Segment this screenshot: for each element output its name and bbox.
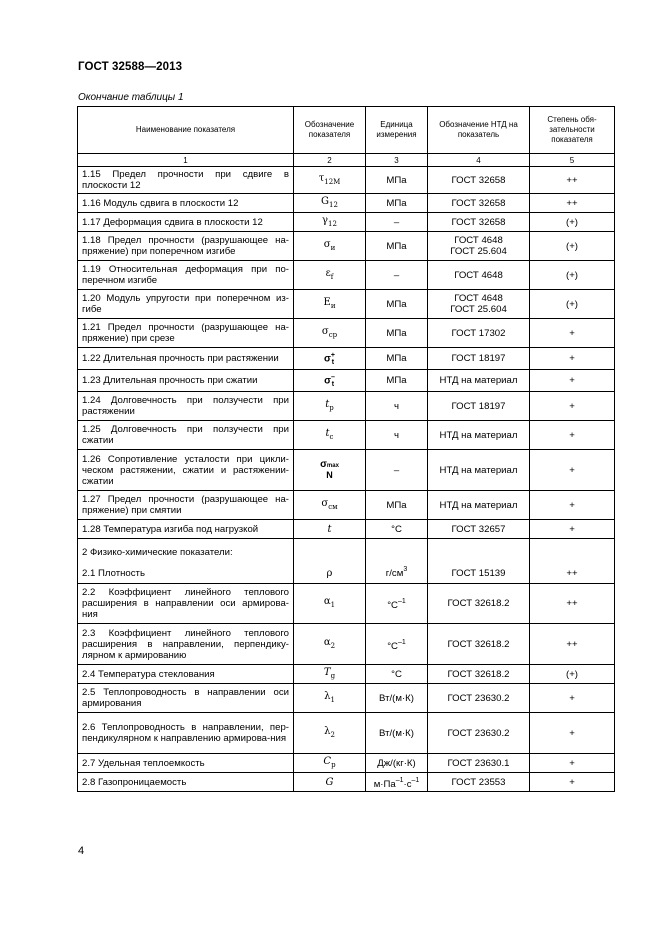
- indicator-ntd: НТД на материал: [428, 421, 530, 450]
- indicator-degree: +: [530, 392, 615, 421]
- table-row: [78, 754, 615, 773]
- indicator-degree: +: [530, 348, 615, 370]
- table-header-row: [78, 107, 615, 154]
- indicator-name: 1.28 Температура изгиба под нагрузкой: [78, 520, 294, 539]
- indicator-degree: +: [530, 520, 615, 539]
- indicator-unit: $^\circ С^{-1}$: [366, 584, 428, 624]
- indicator-symbol: σ – t: [294, 370, 366, 392]
- indicator-name: 1.19 Относительная деформация при по-перечном изгибе: [78, 261, 294, 290]
- table-row: [78, 539, 615, 584]
- indicator-ntd: НТД на материал: [428, 450, 530, 491]
- indicator-unit: МПа: [366, 232, 428, 261]
- indicator-symbol: $\sigma_и$: [294, 232, 366, 261]
- indicator-name: 1.24 Долговечность при ползучести при растяжении: [78, 392, 294, 421]
- indicator-symbol: $\sigma_{ср}$: [294, 319, 366, 348]
- indicator-name: 2.2 Коэффициент линейного теплового расширения в направлении оси армирова-ния: [78, 584, 294, 624]
- indicator-degree: ++: [530, 624, 615, 665]
- indicator-degree: +: [530, 491, 615, 520]
- indicator-symbol: $\gamma_{12}$: [294, 213, 366, 232]
- indicator-name: 1.27 Предел прочности (разрушающее на-пряжение) при смятии: [78, 491, 294, 520]
- indicator-symbol: $t_с$: [294, 421, 366, 450]
- indicator-name: 1.17 Деформация сдвига в плоскости 12: [78, 213, 294, 232]
- indicator-ntd: ГОСТ 32658: [428, 194, 530, 213]
- indicator-symbol: $T_g$: [294, 665, 366, 684]
- indicator-unit: МПа: [366, 370, 428, 392]
- indicator-ntd: НТД на материал: [428, 370, 530, 392]
- indicator-degree: (+): [530, 232, 615, 261]
- indicator-unit: ч: [366, 421, 428, 450]
- indicator-unit: Вт/(м·К): [366, 713, 428, 754]
- table-row: [78, 232, 615, 261]
- indicator-unit: МПа: [366, 290, 428, 319]
- indicator-unit: ч: [366, 392, 428, 421]
- indicator-name: 1.20 Модуль упругости при поперечном из-гибе: [78, 290, 294, 319]
- table-row: [78, 392, 615, 421]
- indicator-unit: $г/см^3$: [366, 539, 428, 584]
- table-row: [78, 194, 615, 213]
- indicator-symbol: σ + t: [294, 348, 366, 370]
- indicator-degree: ++: [530, 167, 615, 194]
- indicator-ntd: ГОСТ 4648: [428, 261, 530, 290]
- indicator-symbol: ρ: [294, 539, 366, 584]
- indicator-symbol: $t_р$: [294, 392, 366, 421]
- indicator-name: 1.26 Сопротивление усталости при цикли-ческом растяжении, сжатии и растяжении-сжатии: [78, 450, 294, 491]
- col-number: 5: [530, 154, 615, 167]
- table-row: [78, 624, 615, 665]
- indicator-unit: МПа: [366, 319, 428, 348]
- indicator-degree: (+): [530, 665, 615, 684]
- table-row: [78, 348, 615, 370]
- indicator-unit: МПа: [366, 194, 428, 213]
- col-header-name: Наименование показателя: [78, 107, 294, 154]
- indicator-name: 1.23 Длительная прочность при сжатии: [78, 370, 294, 392]
- indicator-symbol: $\varepsilon_f$: [294, 261, 366, 290]
- indicator-ntd: ГОСТ 32618.2: [428, 665, 530, 684]
- col-number: 2: [294, 154, 366, 167]
- indicator-ntd: ГОСТ 32618.2: [428, 584, 530, 624]
- col-header-ntd: Обозначение НТД на показатель: [428, 107, 530, 154]
- indicator-symbol: $\tau_{12M}$: [294, 167, 366, 194]
- indicator-ntd: ГОСТ 15139: [428, 539, 530, 584]
- indicator-name: 2 Физико-химические показатели: 2.1 Плотность: [78, 539, 294, 584]
- indicator-unit: –: [366, 213, 428, 232]
- indicator-name: 2.3 Коэффициент линейного теплового расширения в направлении, перпендику-лярном к армированию: [78, 624, 294, 665]
- table-row: [78, 370, 615, 392]
- col-number: 3: [366, 154, 428, 167]
- indicator-degree: +: [530, 754, 615, 773]
- table-row: [78, 491, 615, 520]
- indicator-name: 2.5 Теплопроводность в направлении оси армирования: [78, 684, 294, 713]
- table-caption: Окончание таблицы 1: [78, 92, 184, 103]
- indicator-name: 1.22 Длительная прочность при растяжении: [78, 348, 294, 370]
- indicator-ntd: ГОСТ 23630.1: [428, 754, 530, 773]
- col-header-symbol: Обозначение показателя: [294, 107, 366, 154]
- indicator-degree: ++: [530, 584, 615, 624]
- indicator-unit: Дж/(кг·К): [366, 754, 428, 773]
- indicator-unit: $^\circ С^{-1}$: [366, 624, 428, 665]
- indicator-degree: ++: [530, 539, 615, 584]
- indicator-name: 2.6 Теплопроводность в направлении, пер-пендикулярном к направлению армирова-ния: [78, 713, 294, 754]
- document-header: ГОСТ 32588—2013: [78, 61, 183, 73]
- indicator-degree: +: [530, 450, 615, 491]
- indicator-unit: –: [366, 261, 428, 290]
- col-number: 4: [428, 154, 530, 167]
- indicator-symbol: $C_p$: [294, 754, 366, 773]
- table-row: [78, 261, 615, 290]
- column-number-row: [78, 154, 615, 167]
- indicator-ntd: ГОСТ 32657: [428, 520, 530, 539]
- table-row: [78, 520, 615, 539]
- indicator-name: 1.16 Модуль сдвига в плоскости 12: [78, 194, 294, 213]
- indicator-unit: МПа: [366, 491, 428, 520]
- indicator-degree: +: [530, 773, 615, 792]
- indicator-symbol: $E_и$: [294, 290, 366, 319]
- indicator-degree: +: [530, 684, 615, 713]
- indicator-symbol: t: [294, 520, 366, 539]
- indicator-ntd: НТД на материал: [428, 491, 530, 520]
- table-row: [78, 213, 615, 232]
- col-header-degree: Степень обя-зательности показателя: [530, 107, 615, 154]
- table-row: [78, 665, 615, 684]
- indicator-symbol: $G_{12}$: [294, 194, 366, 213]
- indicator-symbol: $\alpha_2$: [294, 624, 366, 665]
- indicator-ntd: ГОСТ 18197: [428, 392, 530, 421]
- indicator-degree: +: [530, 370, 615, 392]
- indicator-degree: (+): [530, 290, 615, 319]
- indicator-unit: МПа: [366, 348, 428, 370]
- indicator-symbol: $\sigma_{см}$: [294, 491, 366, 520]
- indicators-table: [77, 106, 615, 792]
- indicator-ntd: ГОСТ 18197: [428, 348, 530, 370]
- col-number: 1: [78, 154, 294, 167]
- indicator-name: 1.25 Долговечность при ползучести при сжатии: [78, 421, 294, 450]
- table-row: [78, 319, 615, 348]
- indicator-degree: +: [530, 319, 615, 348]
- page-number: 4: [78, 845, 85, 857]
- table-row: [78, 584, 615, 624]
- indicator-ntd: ГОСТ 32658: [428, 213, 530, 232]
- table-row: [78, 421, 615, 450]
- indicator-ntd: ГОСТ 17302: [428, 319, 530, 348]
- indicator-degree: +: [530, 713, 615, 754]
- indicator-degree: (+): [530, 261, 615, 290]
- indicator-ntd: ГОСТ 4648 ГОСТ 25.604: [428, 232, 530, 261]
- indicator-symbol: $\alpha_1$: [294, 584, 366, 624]
- indicator-name: 2.8 Газопроницаемость: [78, 773, 294, 792]
- indicator-unit: МПа: [366, 167, 428, 194]
- indicator-ntd: ГОСТ 4648 ГОСТ 25.604: [428, 290, 530, 319]
- indicator-unit: $м\cdot Па^{-1}\cdot с^{-1}$: [366, 773, 428, 792]
- indicator-name: 1.15 Предел прочности при сдвиге в плоскости 12: [78, 167, 294, 194]
- indicator-symbol: $\lambda_2$: [294, 713, 366, 754]
- table-row: [78, 450, 615, 491]
- indicator-unit: °С: [366, 665, 428, 684]
- indicator-symbol: G: [294, 773, 366, 792]
- indicator-unit: Вт/(м·К): [366, 684, 428, 713]
- indicator-symbol: σmax N: [294, 450, 366, 491]
- indicator-ntd: ГОСТ 23630.2: [428, 713, 530, 754]
- section-title: 2 Физико-химические показатели:: [82, 547, 233, 558]
- indicator-ntd: ГОСТ 32618.2: [428, 624, 530, 665]
- indicator-name: 2.7 Удельная теплоемкость: [78, 754, 294, 773]
- table-row: [78, 713, 615, 754]
- indicator-degree: (+): [530, 213, 615, 232]
- indicator-name: 1.18 Предел прочности (разрушающее на-пряжение) при поперечном изгибе: [78, 232, 294, 261]
- indicator-ntd: ГОСТ 23630.2: [428, 684, 530, 713]
- indicator-ntd: ГОСТ 32658: [428, 167, 530, 194]
- indicator-name: 1.21 Предел прочности (разрушающее на-пряжение) при срезе: [78, 319, 294, 348]
- indicator-ntd: ГОСТ 23553: [428, 773, 530, 792]
- table-row: [78, 773, 615, 792]
- table-row: [78, 167, 615, 194]
- col-header-unit: Единица измерения: [366, 107, 428, 154]
- indicator-degree: +: [530, 421, 615, 450]
- indicator-unit: °С: [366, 520, 428, 539]
- table-row: [78, 290, 615, 319]
- indicator-unit: –: [366, 450, 428, 491]
- indicator-symbol: $\lambda_1$: [294, 684, 366, 713]
- indicator-degree: ++: [530, 194, 615, 213]
- table-row: [78, 684, 615, 713]
- indicator-name: 2.4 Температура стеклования: [78, 665, 294, 684]
